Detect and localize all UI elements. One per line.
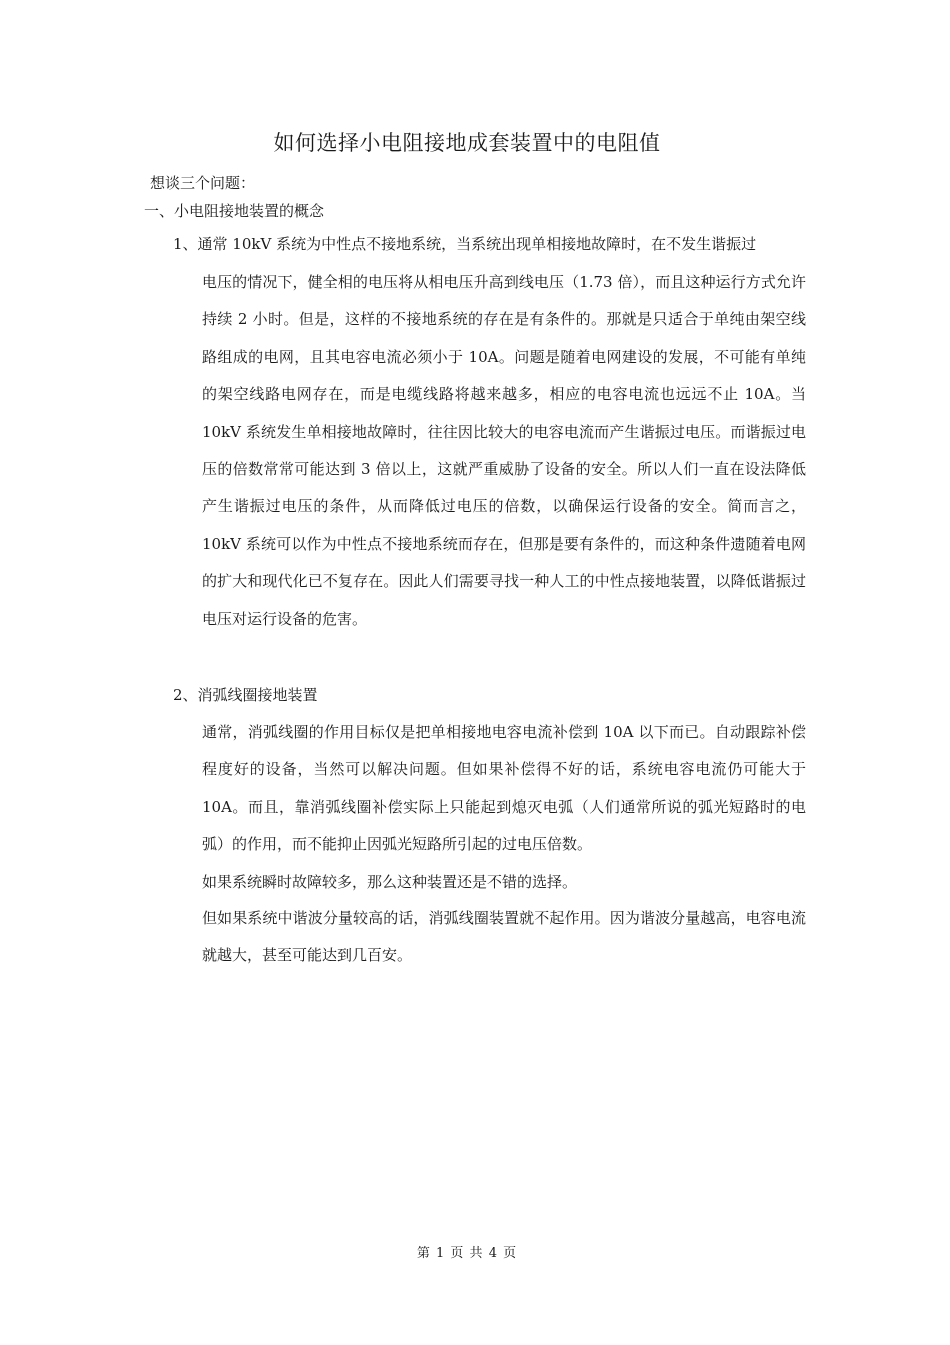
item-2-paragraph-1: 通常，消弧线圈的作用目标仅是把单相接地电容电流补偿到 10A 以下而已。自动跟踪补偿程度好的设备，当然可以解决问题。但如果补偿得不好的话，系统电容电流仍可能大于 10A。而且，靠消弧线圈补偿实际上只能起到熄灭电弧（人们通常所说的弧光短路时的电弧）的作用，而不能抑止因弧光短路所引起的过电压倍数。 <box>202 723 806 854</box>
page-footer: 第 1 页 共 4 页 <box>416 1246 518 1261</box>
document-title: 如何选择小电阻接地成套装置中的电阻值 <box>273 131 661 155</box>
intro-text: 想谈三个问题： <box>150 174 256 192</box>
item-1-heading <box>173 233 813 255</box>
item-2-paragraph-2: 如果系统瞬时故障较多，那么这种装置还是不错的选择。 <box>202 873 578 891</box>
item-2-paragraph-3: 但如果系统中谐波分量较高的话，消弧线圈装置就不起作用。因为谐波分量越高，电容电流就越大，甚至可能达到几百安。 <box>202 909 806 965</box>
section-heading-1: 一、小电阻接地装置的概念 <box>144 202 325 220</box>
item-1-body: 电压的情况下，健全相的电压将从相电压升高到线电压（1.73 倍），而且这种运行方式允许持续 2 小时。但是，这样的不接地系统的存在是有条件的。那就是只适合于单纯由架空线路组成的电网，且其电容电流必须小于 10A。问题是随着电网建设的发展，不可能有单纯的架空线路电网存在，而是电缆线路将越来越多，相应的电容电流也远远不止 10A。当 10kV 系统发生单相接地故障时，往往因比较大的电容电流而产生谐振过电压。而谐振过电压的倍数常常可能达到 3 倍以上，这就严重威胁了设备的安全。所以人们一直在设法降低产生谐振过电压的条件，从而降低过电压的倍数，以确保运行设备的安全。简而言之，10kV 系统可以作为中性点不接地系统而存在，但那是要有条件的，而这种条件遗随着电网的扩大和现代化已不复存在。因此人们需要寻找一种人工的中性点接地装置，以降低谐振过电压对运行设备的危害。 <box>202 273 806 628</box>
item-1-first-line: 1、通常 10kV 系统为中性点不接地系统，当系统出现单相接地故障时，在不发生谐振过 <box>173 235 757 253</box>
item-2-heading: 2、消弧线圈接地装置 <box>173 686 318 704</box>
